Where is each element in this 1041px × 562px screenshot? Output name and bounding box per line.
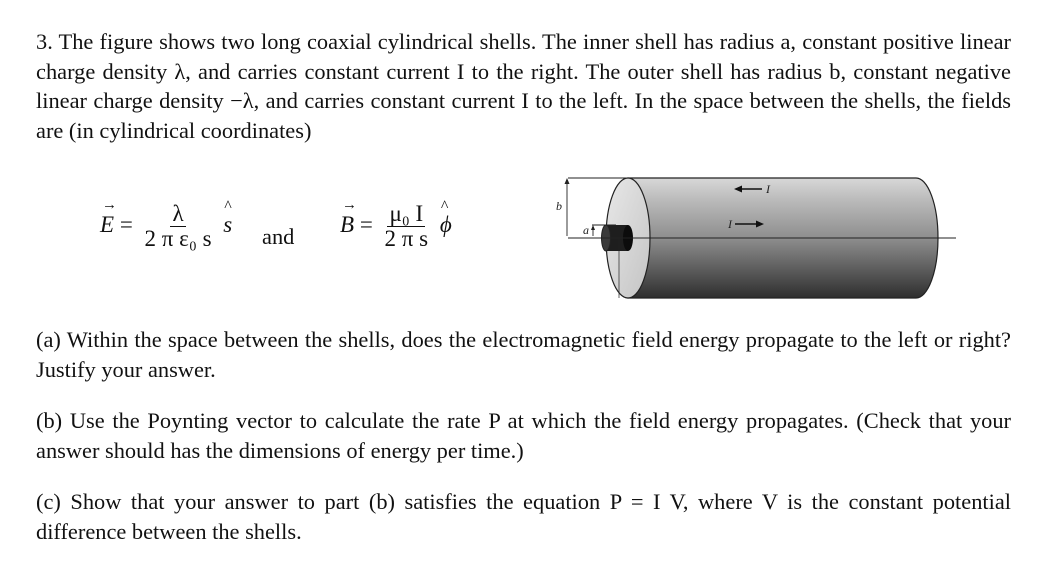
electric-field-equation	[100, 202, 232, 251]
radius-b-label: b	[556, 199, 562, 213]
b-field-numerator: μ₀ I	[389, 201, 424, 226]
problem-statement: 3. The figure shows two long coaxial cylindrical shells. The inner shell has radius a, constant positive linear charge density λ, and carries constant current I to the right. The outer shell has radius b, constant negative linear charge density −λ, and carries constant current I to the left. In the space between the shells, the fields are (in cylindrical coordinates)	[36, 29, 1011, 143]
phi-hat-unit-vector: ^ ϕ	[440, 212, 452, 238]
inner-current-label: I	[728, 217, 732, 231]
question-part-b: (b) Use the Poynting vector to calculate the rate P at which the field energy propagates. (Check that your answer should has the dimensions of energy per time.)	[36, 408, 1011, 463]
e-field-fraction	[143, 202, 214, 251]
b-field-symbol: → B	[340, 212, 354, 238]
equals-sign: =	[119, 211, 133, 237]
b-field-denominator: 2 π s	[384, 226, 429, 251]
e-field-symbol: → E	[100, 212, 114, 238]
equation-connector: and	[262, 224, 295, 249]
e-field-numerator: λ	[172, 201, 184, 226]
question-part-c: (c) Show that your answer to part (b) satisfies the equation P = I V, where V is the constant potential difference between the shells.	[36, 489, 1011, 544]
s-hat-unit-vector: ^ s	[223, 212, 232, 238]
radius-a-label: a	[583, 223, 589, 237]
b-field-fraction	[383, 202, 431, 251]
outer-current-label: I	[766, 182, 770, 196]
e-field-denominator: 2 π ε₀ s	[144, 226, 212, 251]
equals-sign: =	[359, 211, 373, 237]
coaxial-cylinder-figure	[536, 168, 976, 303]
question-part-a: (a) Within the space between the shells, does the electromagnetic field energy propagate to the left or right? Justify your answer.	[36, 327, 1011, 382]
magnetic-field-equation	[340, 202, 452, 251]
